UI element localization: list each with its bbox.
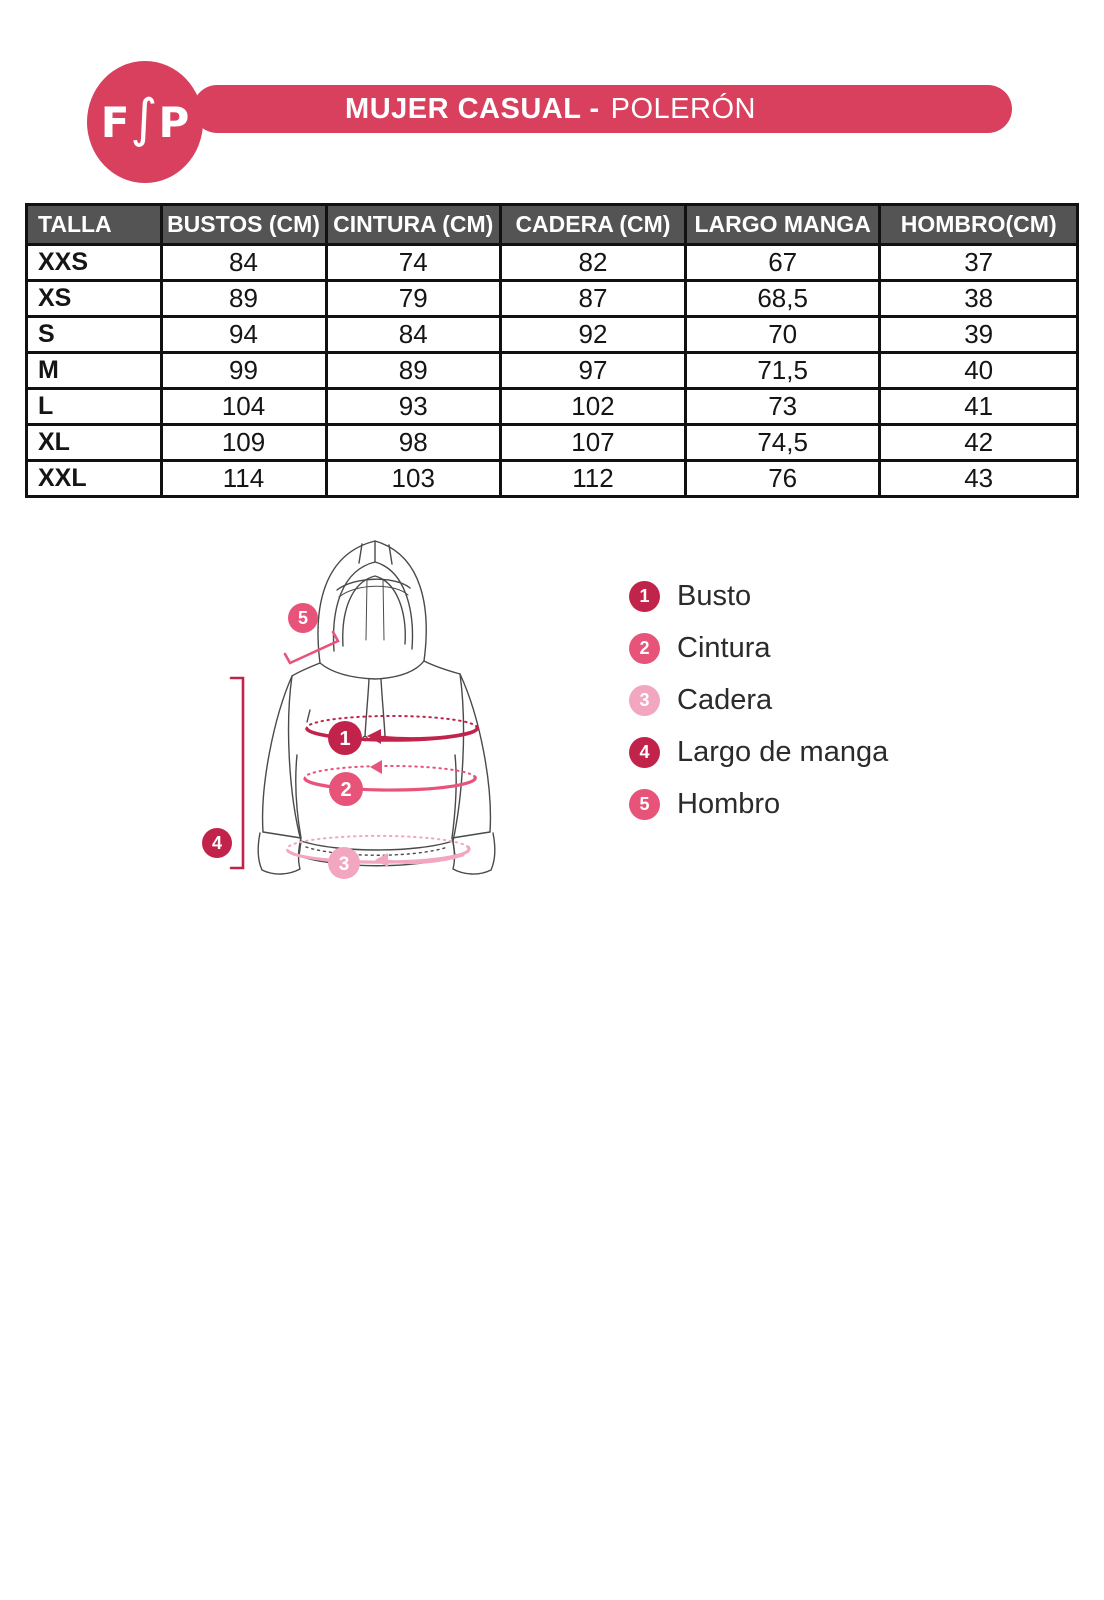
size-label: XXS [27,245,162,281]
cell-sleeve: 70 [685,317,879,353]
legend-item-busto [629,570,888,622]
cell-hip: 107 [500,425,685,461]
col-header-manga: LARGO MANGA [685,205,879,245]
cell-hip: 92 [500,317,685,353]
cell-bust: 104 [161,389,326,425]
logo-s-swash-icon: ∫ [130,89,158,149]
legend-item-cintura [629,622,888,674]
logo-letter-f: F [100,97,130,147]
cell-hip: 102 [500,389,685,425]
table-row [27,389,1078,425]
cell-waist: 93 [326,389,500,425]
cell-sleeve: 68,5 [685,281,879,317]
legend-label: Busto [677,579,752,612]
legend-item-hombro [629,778,888,830]
col-header-hombro: HOMBRO(CM) [880,205,1078,245]
logo-letter-p: P [158,97,190,147]
size-label: S [27,317,162,353]
legend-label: Largo de manga [677,735,889,768]
cell-bust: 109 [161,425,326,461]
cell-sleeve: 67 [685,245,879,281]
table-row [27,353,1078,389]
legend-badge-3: 3 [629,685,660,716]
table-row [27,425,1078,461]
table-header-row [27,205,1078,245]
col-header-bustos: BUSTOS (CM) [161,205,326,245]
shoulder-bracket [285,632,338,663]
size-table [25,203,1079,498]
measurement-legend [629,570,888,830]
hip-measure-arrow [287,836,469,867]
col-header-cadera: CADERA (CM) [500,205,685,245]
legend-item-cadera [629,674,888,726]
size-label: XS [27,281,162,317]
cell-waist: 89 [326,353,500,389]
cell-shoulder: 40 [880,353,1078,389]
cell-sleeve: 76 [685,461,879,497]
cell-sleeve: 74,5 [685,425,879,461]
cell-bust: 89 [161,281,326,317]
cell-hip: 87 [500,281,685,317]
shoulder-badge-number: 5 [297,608,309,628]
banner-title-light: POLERÓN [610,92,756,125]
col-header-talla: TALLA [27,205,162,245]
legend-badge-1: 1 [629,581,660,612]
cell-waist: 103 [326,461,500,497]
cell-shoulder: 38 [880,281,1078,317]
size-label: M [27,353,162,389]
cell-bust: 114 [161,461,326,497]
size-label: XXL [27,461,162,497]
legend-label: Cintura [677,631,771,664]
table-row [27,461,1078,497]
table-row [27,317,1078,353]
diagram-badges [202,603,363,879]
cell-shoulder: 41 [880,389,1078,425]
brand-logo [87,61,203,183]
hoodie-line-art [258,541,494,874]
legend-label: Cadera [677,683,773,716]
table-row [27,281,1078,317]
legend-item-largo-manga [629,726,888,778]
cell-shoulder: 37 [880,245,1078,281]
cell-sleeve: 73 [685,389,879,425]
cell-waist: 98 [326,425,500,461]
cell-shoulder: 39 [880,317,1078,353]
cell-hip: 82 [500,245,685,281]
cell-bust: 84 [161,245,326,281]
cell-bust: 99 [161,353,326,389]
cell-waist: 79 [326,281,500,317]
cell-shoulder: 42 [880,425,1078,461]
banner-title-bold: MUJER CASUAL - [345,92,600,125]
title-banner [193,85,1012,133]
cell-sleeve: 71,5 [685,353,879,389]
size-label: XL [27,425,162,461]
table-row [27,245,1078,281]
hoodie-measurement-diagram [170,510,540,910]
col-header-cintura: CINTURA (CM) [326,205,500,245]
cell-waist: 74 [326,245,500,281]
hip-badge-number: 3 [338,854,350,875]
cell-bust: 94 [161,317,326,353]
sleeve-badge-number: 4 [211,833,223,853]
cell-hip: 112 [500,461,685,497]
legend-badge-4: 4 [629,737,660,768]
bust-badge-number: 1 [339,728,351,750]
size-label: L [27,389,162,425]
legend-badge-2: 2 [629,633,660,664]
legend-badge-5: 5 [629,789,660,820]
waist-badge-number: 2 [340,779,352,801]
sleeve-length-bracket [231,678,243,868]
legend-label: Hombro [677,787,781,820]
cell-waist: 84 [326,317,500,353]
cell-hip: 97 [500,353,685,389]
cell-shoulder: 43 [880,461,1078,497]
